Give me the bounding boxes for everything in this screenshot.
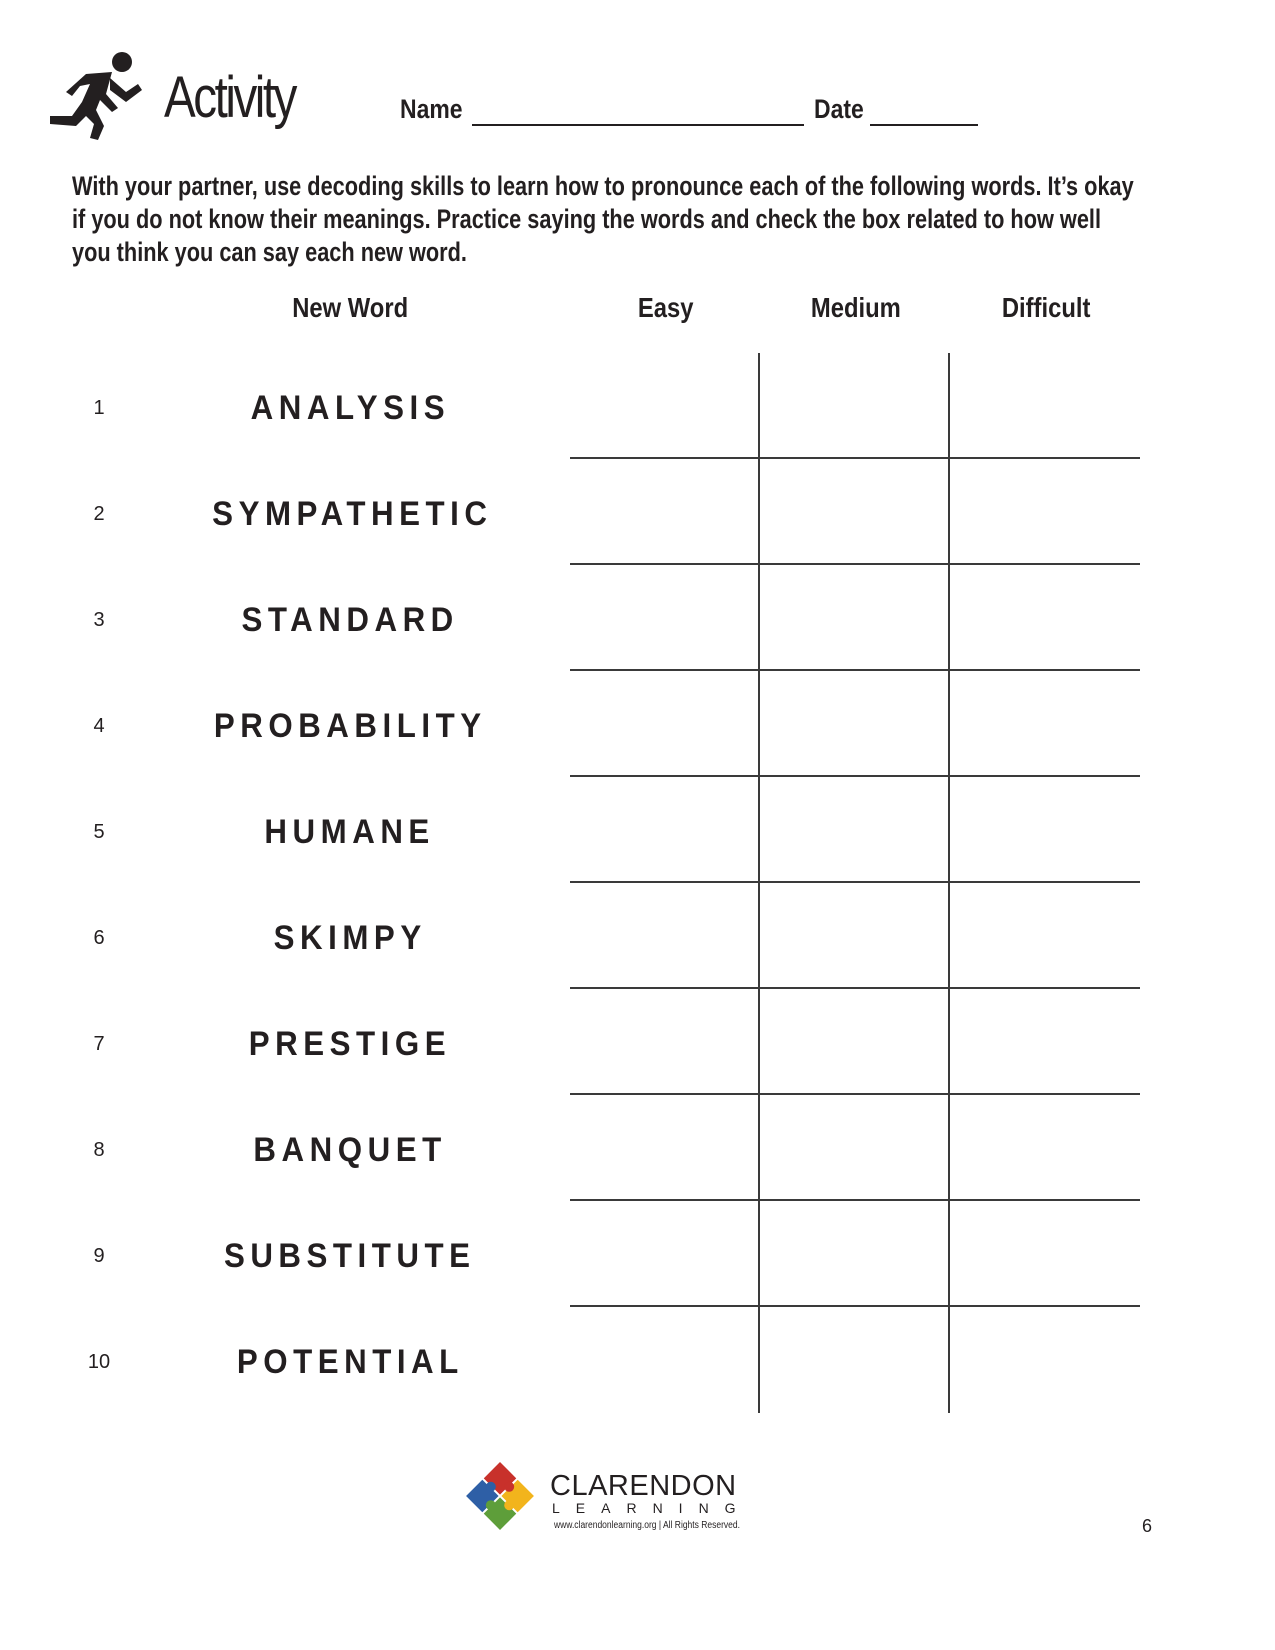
- column-header-difficult: [951, 292, 1141, 324]
- rating-checkbox-difficult[interactable]: [950, 353, 1140, 459]
- rating-checkbox-easy[interactable]: [570, 1095, 760, 1201]
- word-text: [200, 1203, 500, 1309]
- rating-checkbox-difficult[interactable]: [950, 1201, 1140, 1307]
- column-header-medium: [761, 292, 951, 324]
- word-text: [200, 567, 500, 673]
- rating-checkbox-easy[interactable]: [570, 883, 760, 989]
- date-field[interactable]: [870, 124, 978, 126]
- rating-checkbox-difficult[interactable]: [950, 1095, 1140, 1201]
- word-number: 2: [93, 503, 105, 525]
- rating-checkbox-difficult[interactable]: [950, 989, 1140, 1095]
- name-label: Name: [400, 94, 463, 124]
- activity-title: Activity: [164, 65, 295, 130]
- rating-checkbox-medium[interactable]: [760, 671, 950, 777]
- word-number: 6: [93, 927, 105, 949]
- rating-checkbox-easy[interactable]: [570, 1307, 760, 1413]
- brand-subtitle: LEARNING: [552, 1500, 752, 1516]
- rating-checkbox-medium[interactable]: [760, 1307, 950, 1413]
- rating-checkbox-medium[interactable]: [760, 459, 950, 565]
- word-text: [200, 461, 500, 567]
- column-header-difficult-label: Difficult: [1001, 292, 1091, 323]
- word-text: [200, 673, 500, 779]
- word-text: [200, 355, 500, 461]
- word-label: PROBABILITY: [213, 707, 487, 745]
- word-text: [200, 991, 500, 1097]
- rating-checkbox-medium[interactable]: [760, 989, 950, 1095]
- word-label: BANQUET: [253, 1131, 447, 1169]
- rating-checkbox-easy[interactable]: [570, 989, 760, 1095]
- word-label: SKIMPY: [273, 919, 427, 957]
- rating-checkbox-difficult[interactable]: [950, 671, 1140, 777]
- word-label: SUBSTITUTE: [224, 1237, 476, 1275]
- rating-checkbox-medium[interactable]: [760, 1095, 950, 1201]
- rating-checkbox-easy[interactable]: [570, 777, 760, 883]
- word-number: 5: [93, 821, 105, 843]
- rating-checkbox-difficult[interactable]: [950, 777, 1140, 883]
- rating-checkbox-easy[interactable]: [570, 353, 760, 459]
- rating-checkbox-medium[interactable]: [760, 1201, 950, 1307]
- word-number: 1: [93, 397, 105, 419]
- rating-checkbox-medium[interactable]: [760, 565, 950, 671]
- word-label: ANALYSIS: [250, 389, 450, 427]
- brand-name: CLARENDON: [550, 1470, 737, 1502]
- puzzle-logo-icon: [462, 1458, 538, 1534]
- clarendon-learning-logo: [462, 1458, 752, 1538]
- word-label: PRESTIGE: [248, 1025, 452, 1063]
- column-header-new-word-label: New Word: [292, 292, 408, 323]
- rating-grid: [570, 353, 1140, 1412]
- word-number: 4: [93, 715, 105, 737]
- rating-checkbox-easy[interactable]: [570, 671, 760, 777]
- rating-checkbox-medium[interactable]: [760, 353, 950, 459]
- word-number: 8: [93, 1139, 105, 1161]
- word-text: [200, 779, 500, 885]
- rating-checkbox-medium[interactable]: [760, 883, 950, 989]
- page-number: 6: [1142, 1516, 1153, 1536]
- word-label: POTENTIAL: [236, 1343, 464, 1381]
- word-label: STANDARD: [241, 601, 459, 639]
- brand-url: www.clarendonlearning.org | All Rights Reserved.: [554, 1520, 741, 1531]
- word-text: [200, 1097, 500, 1203]
- rating-checkbox-difficult[interactable]: [950, 1307, 1140, 1413]
- rating-checkbox-difficult[interactable]: [950, 565, 1140, 671]
- name-field[interactable]: [472, 124, 804, 126]
- word-number: 9: [93, 1245, 105, 1267]
- word-label: HUMANE: [264, 813, 436, 851]
- rating-checkbox-easy[interactable]: [570, 459, 760, 565]
- rating-checkbox-easy[interactable]: [570, 565, 760, 671]
- column-header-easy: [571, 292, 761, 324]
- rating-checkbox-difficult[interactable]: [950, 883, 1140, 989]
- activity-header: [46, 46, 1226, 146]
- instructions-text: With your partner, use decoding skills to learn how to pronounce each of the following words. It’s okay if you do not know their meanings. Practice saying the words and check the box related to how well you think you can say each new word.: [72, 171, 1134, 267]
- word-text: [200, 885, 500, 991]
- rating-checkbox-medium[interactable]: [760, 777, 950, 883]
- word-text: [200, 1309, 500, 1415]
- word-number: 3: [93, 609, 105, 631]
- word-label: SYMPATHETIC: [212, 495, 493, 533]
- column-header-medium-label: Medium: [811, 292, 901, 323]
- date-label: Date: [814, 94, 864, 124]
- word-number: 7: [93, 1033, 105, 1055]
- rating-checkbox-difficult[interactable]: [950, 459, 1140, 565]
- running-person-icon: [46, 50, 146, 142]
- rating-checkbox-easy[interactable]: [570, 1201, 760, 1307]
- column-header-new-word: [250, 292, 450, 324]
- column-header-easy-label: Easy: [638, 292, 694, 323]
- word-number: 10: [87, 1351, 111, 1373]
